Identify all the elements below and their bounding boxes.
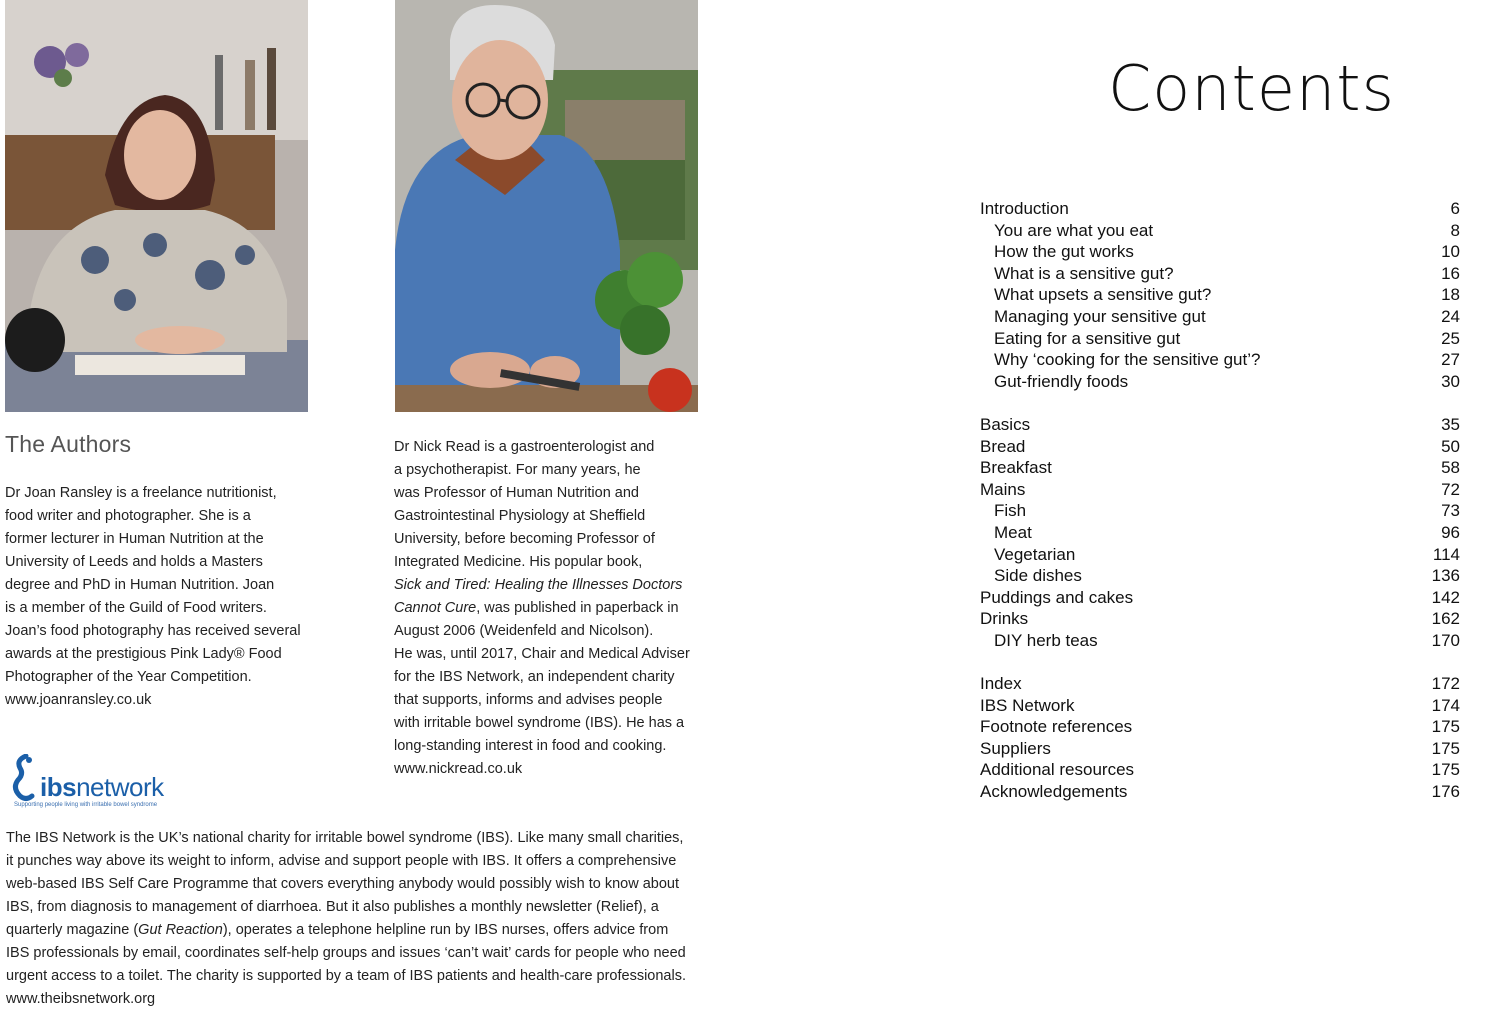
toc-entry-title: Side dishes — [994, 566, 1082, 586]
toc-entry-title: How the gut works — [994, 242, 1134, 262]
toc-entry-title: Index — [980, 674, 1022, 694]
toc-entry-title: Footnote references — [980, 717, 1133, 737]
nick-bio-line: with irritable bowel syndrome (IBS). He has a — [394, 715, 685, 731]
nick-bio-text: , was published in paperback in — [476, 600, 679, 616]
nick-bio-line: a psychotherapist. For many years, he — [394, 462, 641, 478]
toc-subentry[interactable] — [980, 565, 1480, 587]
toc-entry-title: Breakfast — [980, 458, 1052, 478]
toc-entry-title: Bread — [980, 436, 1026, 456]
ibs-network-description — [6, 827, 706, 1010]
joan-website-link[interactable]: www.joanransley.co.uk — [5, 692, 152, 708]
toc-page-number: 24 — [1441, 306, 1460, 326]
toc-page-number: 172 — [1431, 674, 1460, 694]
toc-entry[interactable] — [980, 781, 1480, 803]
toc-page-number: 72 — [1441, 479, 1460, 499]
toc-entry[interactable] — [980, 695, 1480, 717]
toc-page-number: 25 — [1441, 328, 1460, 348]
nick-bio-line: was Professor of Human Nutrition and — [394, 485, 639, 501]
toc-entry-title: Meat — [994, 522, 1032, 542]
toc-entry-title: Fish — [994, 501, 1027, 521]
toc-entry-title: What is a sensitive gut? — [994, 263, 1174, 283]
toc-subentry[interactable] — [980, 328, 1480, 350]
toc-entry-title: Eating for a sensitive gut — [994, 328, 1181, 348]
toc-entry-title: Puddings and cakes — [980, 587, 1134, 607]
toc-entry-title: Mains — [980, 479, 1026, 499]
toc-page-number: 50 — [1441, 436, 1460, 456]
toc-subentry[interactable] — [980, 349, 1480, 371]
ibs-website-link[interactable]: www.theibsnetwork.org — [6, 991, 156, 1007]
nick-bio-line: Gastrointestinal Physiology at Sheffield — [394, 508, 646, 524]
toc-page-number: 175 — [1431, 717, 1460, 737]
joan-bio-line: awards at the prestigious Pink Lady® Food — [5, 646, 282, 662]
toc-entry[interactable] — [980, 414, 1480, 436]
toc-page-number: 16 — [1441, 263, 1460, 283]
nick-bio-line: August 2006 (Weidenfeld and Nicolson). — [394, 623, 654, 639]
toc-subentry[interactable] — [980, 544, 1480, 566]
joan-bio-line: Joan’s food photography has received several — [5, 623, 301, 639]
ibs-text-line: web-based IBS Self Care Programme that covers everything anybody would possibly wish to know about — [6, 876, 679, 892]
ibs-text-line — [6, 919, 706, 942]
ibs-text-line: IBS professionals by email, coordinates self-help groups and issues ‘can’t wait’ cards for people who need — [6, 945, 686, 961]
nick-website-link[interactable]: www.nickread.co.uk — [394, 761, 523, 777]
nick-bio-line: that supports, informs and advises people — [394, 692, 663, 708]
nick-bio-line: Dr Nick Read is a gastroenterologist and — [394, 439, 655, 455]
toc-entry-title: Why ‘cooking for the sensitive gut’? — [994, 350, 1261, 370]
toc-page-number: 27 — [1441, 350, 1460, 370]
toc-group-spacer — [980, 651, 1480, 673]
toc-page-number: 114 — [1432, 544, 1460, 564]
toc-entry-title: Additional resources — [980, 760, 1135, 780]
toc-page-number: 10 — [1441, 242, 1460, 262]
toc-entry[interactable] — [980, 738, 1480, 760]
ibs-text: ), operates a telephone helpline run by IBS nurses, offers advice from — [222, 922, 669, 938]
toc-entry[interactable] — [980, 436, 1480, 458]
toc-entry-title: Gut-friendly foods — [994, 371, 1129, 391]
joan-bio — [5, 482, 325, 712]
toc-subentry[interactable] — [980, 263, 1480, 285]
toc-entry-title: Basics — [980, 414, 1031, 434]
toc-entry-title: Acknowledgements — [980, 782, 1128, 802]
toc-page-number: 174 — [1431, 695, 1460, 715]
nick-bio — [394, 436, 714, 781]
toc-entry-title: Suppliers — [980, 738, 1051, 758]
ibs-text-line: urgent access to a toilet. The charity is supported by a team of IBS patients and health-care professionals. — [6, 968, 686, 984]
toc-subentry[interactable] — [980, 220, 1480, 242]
toc-entry[interactable] — [980, 759, 1480, 781]
toc-page-number: 176 — [1431, 782, 1460, 802]
nick-bio-line: He was, until 2017, Chair and Medical Adviser — [394, 646, 690, 662]
toc-page-number: 162 — [1431, 609, 1460, 629]
nick-bio-line: University, before becoming Professor of — [394, 531, 655, 547]
toc-entry-title: Drinks — [980, 609, 1029, 629]
toc-page-number: 175 — [1431, 760, 1460, 780]
table-of-contents — [980, 198, 1480, 803]
logo-ibs-text: ibs — [40, 772, 77, 802]
joan-bio-line: degree and PhD in Human Nutrition. Joan — [5, 577, 275, 593]
toc-subentry[interactable] — [980, 522, 1480, 544]
toc-subentry[interactable] — [980, 306, 1480, 328]
joan-bio-line: food writer and photographer. She is a — [5, 508, 251, 524]
joan-bio-line: University of Leeds and holds a Masters — [5, 554, 263, 570]
author-photo-joan — [5, 0, 308, 412]
toc-subentry[interactable] — [980, 284, 1480, 306]
nick-bio-line: for the IBS Network, an independent charity — [394, 669, 675, 685]
ibs-text-line: The IBS Network is the UK’s national charity for irritable bowel syndrome (IBS). Like many small charities, — [6, 830, 684, 846]
logo-network-text: network — [76, 772, 164, 802]
nick-book-title-cont: Cannot Cure — [394, 600, 477, 616]
ibs-network-logo — [10, 752, 175, 814]
toc-entry[interactable] — [980, 198, 1480, 220]
toc-entry[interactable] — [980, 479, 1480, 501]
ibs-text-line: IBS, from diagnosis to management of diarrhoea. But it also publishes a monthly newsletter (Relief), a — [6, 899, 659, 915]
toc-page-number: 18 — [1441, 285, 1460, 305]
joan-bio-line: Dr Joan Ransley is a freelance nutritionist, — [5, 485, 277, 501]
toc-entry-title: You are what you eat — [994, 220, 1154, 240]
toc-entry-title: IBS Network — [980, 695, 1075, 715]
ibs-text-line: it punches way above its weight to inform, advise and support people with IBS. It offers a comprehensive — [6, 853, 677, 869]
joan-bio-line: Photographer of the Year Competition. — [5, 669, 252, 685]
toc-page-number: 175 — [1431, 738, 1460, 758]
joan-bio-line: is a member of the Guild of Food writers. — [5, 600, 267, 616]
toc-page-number: 96 — [1441, 522, 1460, 542]
toc-page-number: 142 — [1431, 587, 1460, 607]
toc-page-number: 73 — [1441, 501, 1460, 521]
toc-subentry[interactable] — [980, 241, 1480, 263]
toc-entry-title: DIY herb teas — [994, 630, 1098, 650]
author-photo-nick — [395, 0, 698, 412]
joan-bio-line: former lecturer in Human Nutrition at the — [5, 531, 264, 547]
ibs-logo-icon — [10, 754, 38, 802]
toc-page-number: 8 — [1450, 220, 1460, 240]
toc-entry[interactable] — [980, 673, 1480, 695]
nick-bio-line — [394, 597, 714, 620]
toc-page-number: 35 — [1441, 414, 1460, 434]
contents-title: Contents — [1108, 52, 1395, 125]
toc-page-number: 6 — [1450, 199, 1460, 218]
authors-heading: The Authors — [5, 431, 132, 457]
toc-page-number: 58 — [1441, 458, 1460, 478]
nick-book-title: Sick and Tired: Healing the Illnesses Doctors — [394, 577, 683, 593]
toc-entry[interactable] — [980, 608, 1480, 630]
toc-page-number: 30 — [1441, 371, 1460, 391]
toc-entry[interactable] — [980, 587, 1480, 609]
toc-entry-title: Managing your sensitive gut — [994, 306, 1206, 326]
toc-entry-title: Introduction — [980, 199, 1069, 218]
toc-entry[interactable] — [980, 716, 1480, 738]
toc-subentry[interactable] — [980, 371, 1480, 393]
nick-bio-line: long-standing interest in food and cooking. — [394, 738, 667, 754]
toc-subentry[interactable] — [980, 630, 1480, 652]
logo-tagline: Supporting people living with irritable bowel syndrome — [14, 802, 158, 808]
nick-bio-line: Integrated Medicine. His popular book, — [394, 554, 643, 570]
toc-page-number: 136 — [1431, 566, 1460, 586]
toc-page-number: 170 — [1431, 630, 1460, 650]
toc-entry-title: Vegetarian — [994, 544, 1076, 564]
ibs-text: quarterly magazine ( — [6, 922, 139, 938]
magazine-title: Gut Reaction — [138, 922, 223, 938]
toc-entry[interactable] — [980, 457, 1480, 479]
toc-subentry[interactable] — [980, 500, 1480, 522]
toc-entry-title: What upsets a sensitive gut? — [994, 285, 1212, 305]
toc-group-spacer — [980, 392, 1480, 414]
